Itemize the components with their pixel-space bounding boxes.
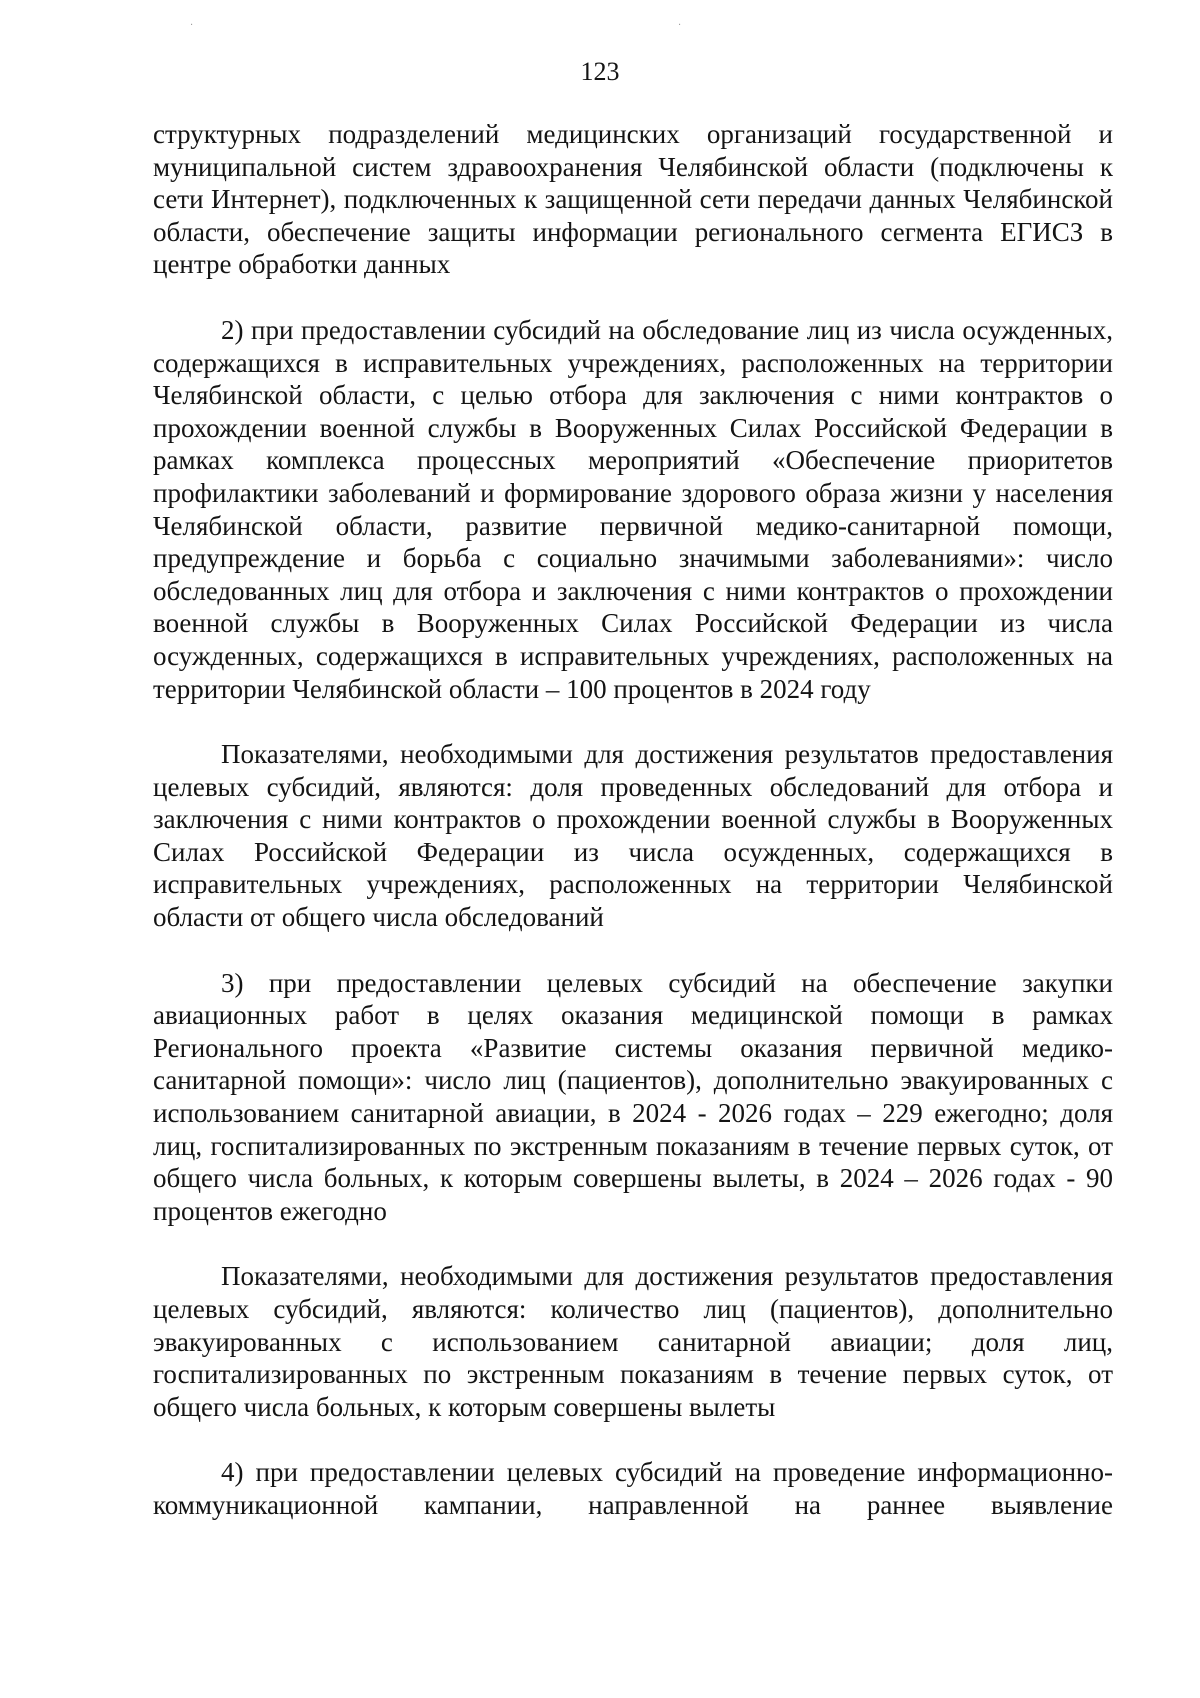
- document-body: [153, 118, 1113, 1522]
- paragraph-item-2: 2) при предоставлении субсидий на обследование лиц из числа осужденных, содержащихся в исправительных учреждениях, расположенных на территории Челябинской области, с целью отбора для заключения с ними контрактов о прохождении военной службы в Вооруженных Силах Российской Федерации в рамках комплекса процессных мероприятий «Обеспечение приоритетов профилактики заболеваний и формирование здорового образа жизни у населения Челябинской области, развитие первичной медико-санитарной помощи, предупреждение и борьба с социально значимыми заболеваниями»: число обследованных лиц для отбора и заключения с ними контрактов о прохождении военной службы в Вооруженных Силах Российской Федерации из числа осужденных, содержащихся в исправительных учреждениях, расположенных на территории Челябинской области – 100 процентов в 2024 году: [153, 314, 1113, 704]
- paragraph-item-4: 4) при предоставлении целевых субсидий на проведение информационно-коммуникационной кампании, направленной на раннее выявление: [153, 1457, 1113, 1520]
- scan-artifact-right: ·: [678, 20, 682, 31]
- paragraph-indicators-3: Показателями, необходимыми для достижения результатов предоставления целевых субсидий, являются: количество лиц (пациентов), дополнительно эвакуированных с использованием санитарной авиации; доля лиц, госпитализированных по экстренным показаниям в течение первых суток, от общего числа больных, к которым совершены вылеты: [153, 1261, 1113, 1422]
- paragraph-indicators-2: Показателями, необходимыми для достижения результатов предоставления целевых субсидий, являются: доля проведенных обследований для отбора и заключения с ними контрактов о прохождении военной службы в Вооруженных Силах Российской Федерации из числа осужденных, содержащихся в исправительных учреждениях, расположенных на территории Челябинской области от общего числа обследований: [153, 739, 1113, 933]
- paragraph-continuation: структурных подразделений медицинских организаций государственной и муниципальной систем здравоохранения Челябинской области (подключены к сети Интернет), подключенных к защищенной сети передачи данных Челябинской области, обеспечение защиты информации регионального сегмента ЕГИСЗ в центре обработки данных: [153, 119, 1113, 280]
- paragraph-item-3: 3) при предоставлении целевых субсидий на обеспечение закупки авиационных работ в целях оказания медицинской помощи в рамках Регионального проекта «Развитие системы оказания первичной медико-санитарной помощи»: число лиц (пациентов), дополнительно эвакуированных с использованием санитарной авиации, в 2024 - 2026 годах – 229 ежегодно; доля лиц, госпитализированных по экстренным показаниям в течение первых суток, от общего числа больных, к которым совершены вылеты, в 2024 – 2026 годах - 90 процентов ежегодно: [153, 967, 1113, 1226]
- page-number: 123: [580, 57, 620, 86]
- scan-artifact-left: ·: [190, 20, 194, 31]
